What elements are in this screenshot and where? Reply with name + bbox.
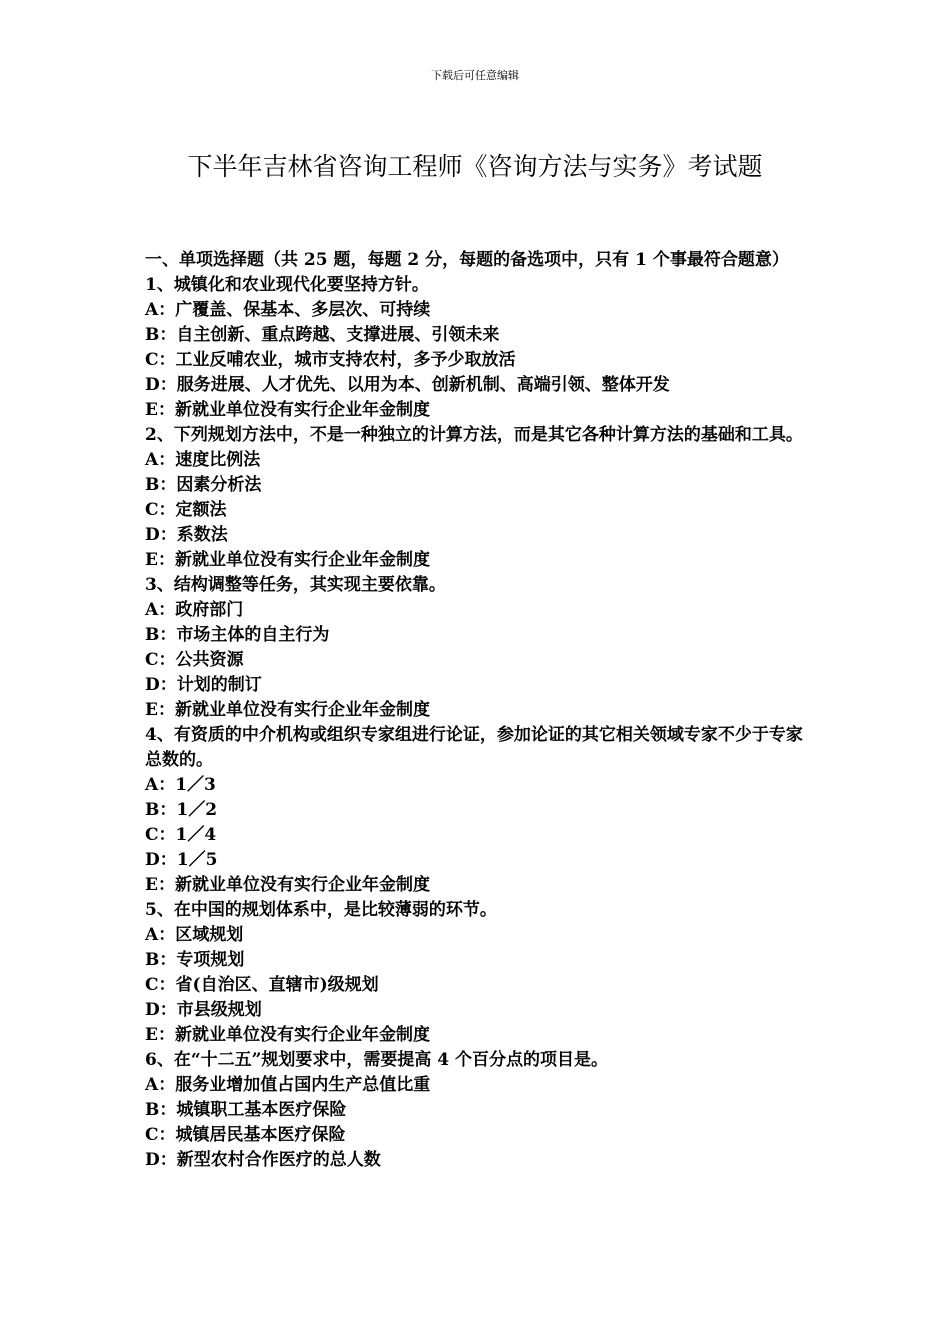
option-b: B：专项规划 <box>145 950 245 970</box>
option-d: D：1／5 <box>145 850 218 870</box>
option-b: B：城镇职工基本医疗保险 <box>145 1100 347 1120</box>
question-text: 4、有资质的中介机构或组织专家组进行论证，参加论证的其它相关领域专家不少于专家总数的。 <box>145 725 803 770</box>
question-text: 3、结构调整等任务，其实现主要依靠。 <box>145 575 446 595</box>
option-a: A：速度比例法 <box>145 450 261 470</box>
option-d: D：服务进展、人才优先、以用为本、创新机制、高端引领、整体开发 <box>145 375 670 395</box>
option-c: C：省(自治区、直辖市)级规划 <box>145 975 379 995</box>
question-2 <box>145 423 810 573</box>
option-c: C：1／4 <box>145 825 217 845</box>
option-b: B：自主创新、重点跨越、支撑进展、引领未来 <box>145 325 500 345</box>
option-a: A：区域规划 <box>145 925 244 945</box>
document-body <box>145 248 810 1173</box>
option-b: B：市场主体的自主行为 <box>145 625 330 645</box>
option-e: E：新就业单位没有实行企业年金制度 <box>145 400 430 420</box>
option-d: D：计划的制订 <box>145 675 262 695</box>
option-e: E：新就业单位没有实行企业年金制度 <box>145 1025 430 1045</box>
option-b: B：1／2 <box>145 800 218 820</box>
option-c: C：定额法 <box>145 500 227 520</box>
option-e: E：新就业单位没有实行企业年金制度 <box>145 875 430 895</box>
option-c: C：公共资源 <box>145 650 244 670</box>
question-text: 5、在中国的规划体系中，是比较薄弱的环节。 <box>145 900 497 920</box>
question-4 <box>145 723 810 898</box>
option-d: D：市县级规划 <box>145 1000 262 1020</box>
question-6 <box>145 1048 810 1173</box>
option-a: A：服务业增加值占国内生产总值比重 <box>145 1075 431 1095</box>
option-a: A：1／3 <box>145 775 216 795</box>
option-d: D：新型农村合作医疗的总人数 <box>145 1150 381 1170</box>
question-5 <box>145 898 810 1048</box>
option-b: B：因素分析法 <box>145 475 262 495</box>
document-title: 下半年吉林省咨询工程师《咨询方法与实务》考试题 <box>187 152 763 181</box>
question-text: 1、城镇化和农业现代化要坚持方针。 <box>145 275 429 295</box>
question-3 <box>145 573 810 723</box>
question-1 <box>145 273 810 423</box>
question-text: 6、在“十二五”规划要求中，需要提高 4 个百分点的项目是。 <box>145 1050 609 1070</box>
option-e: E：新就业单位没有实行企业年金制度 <box>145 550 430 570</box>
option-c: C：工业反哺农业，城市支持农村，多予少取放活 <box>145 350 516 370</box>
page-header-note: 下载后可任意编辑 <box>431 69 519 82</box>
option-c: C：城镇居民基本医疗保险 <box>145 1125 346 1145</box>
question-text: 2、下列规划方法中，不是一种独立的计算方法，而是其它各种计算方法的基础和工具。 <box>145 425 803 445</box>
option-a: A：广覆盖、保基本、多层次、可持续 <box>145 300 431 320</box>
option-e: E：新就业单位没有实行企业年金制度 <box>145 700 430 720</box>
option-d: D：系数法 <box>145 525 228 545</box>
section-heading: 一、单项选择题（共 25 题，每题 2 分，每题的备选项中，只有 1 个事最符合题意） <box>145 250 789 270</box>
option-a: A：政府部门 <box>145 600 244 620</box>
